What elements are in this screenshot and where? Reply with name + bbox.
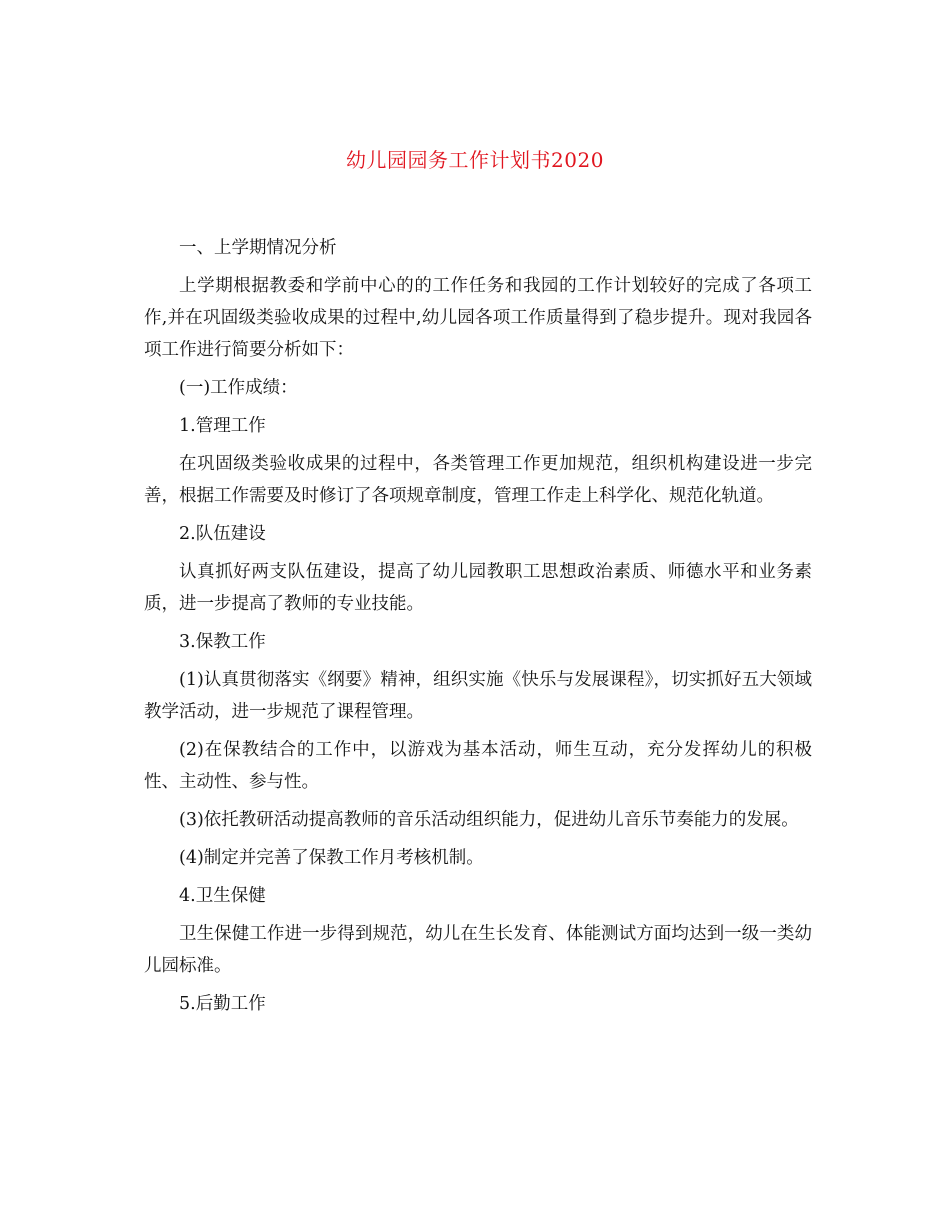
- body-paragraph: (4)制定并完善了保教工作月考核机制。: [179, 848, 484, 868]
- body-paragraph: (2)在保教结合的工作中，以游戏为基本活动，师生互动，充分发挥幼儿的积极性、主动性、参与性。: [144, 740, 812, 792]
- body-paragraph: 上学期根据教委和学前中心的的工作任务和我园的工作计划较好的完成了各项工作,并在巩固级类验收成果的过程中,幼儿园各项工作质量得到了稳步提升。现对我园各项工作进行简要分析如下：: [144, 276, 812, 360]
- body-paragraph: 卫生保健工作进一步得到规范，幼儿在生长发育、体能测试方面均达到一级一类幼儿园标准。: [144, 924, 812, 976]
- body-paragraph: (1)认真贯彻落实《纲要》精神，组织实施《快乐与发展课程》，切实抓好五大领域教学活动，进一步规范了课程管理。: [144, 670, 812, 722]
- document-title: 幼儿园园务工作计划书2020: [346, 148, 604, 172]
- document-body: [144, 232, 812, 1026]
- item-heading: 1.管理工作: [179, 416, 266, 436]
- body-paragraph: (3)依托教研活动提高教师的音乐活动组织能力，促进幼儿音乐节奏能力的发展。: [179, 810, 799, 830]
- body-paragraph: 在巩固级类验收成果的过程中，各类管理工作更加规范，组织机构建设进一步完善，根据工作需要及时修订了各项规章制度，管理工作走上科学化、规范化轨道。: [144, 454, 812, 506]
- item-heading: 5.后勤工作: [179, 994, 266, 1014]
- item-heading: 3.保教工作: [179, 632, 266, 652]
- item-heading: 2.队伍建设: [179, 524, 266, 544]
- subsection-heading: (一)工作成绩：: [179, 378, 298, 398]
- item-heading: 4.卫生保健: [179, 886, 266, 906]
- body-paragraph: 认真抓好两支队伍建设，提高了幼儿园教职工思想政治素质、师德水平和业务素质，进一步提高了教师的专业技能。: [144, 562, 812, 614]
- section-heading: 一、上学期情况分析: [179, 238, 337, 258]
